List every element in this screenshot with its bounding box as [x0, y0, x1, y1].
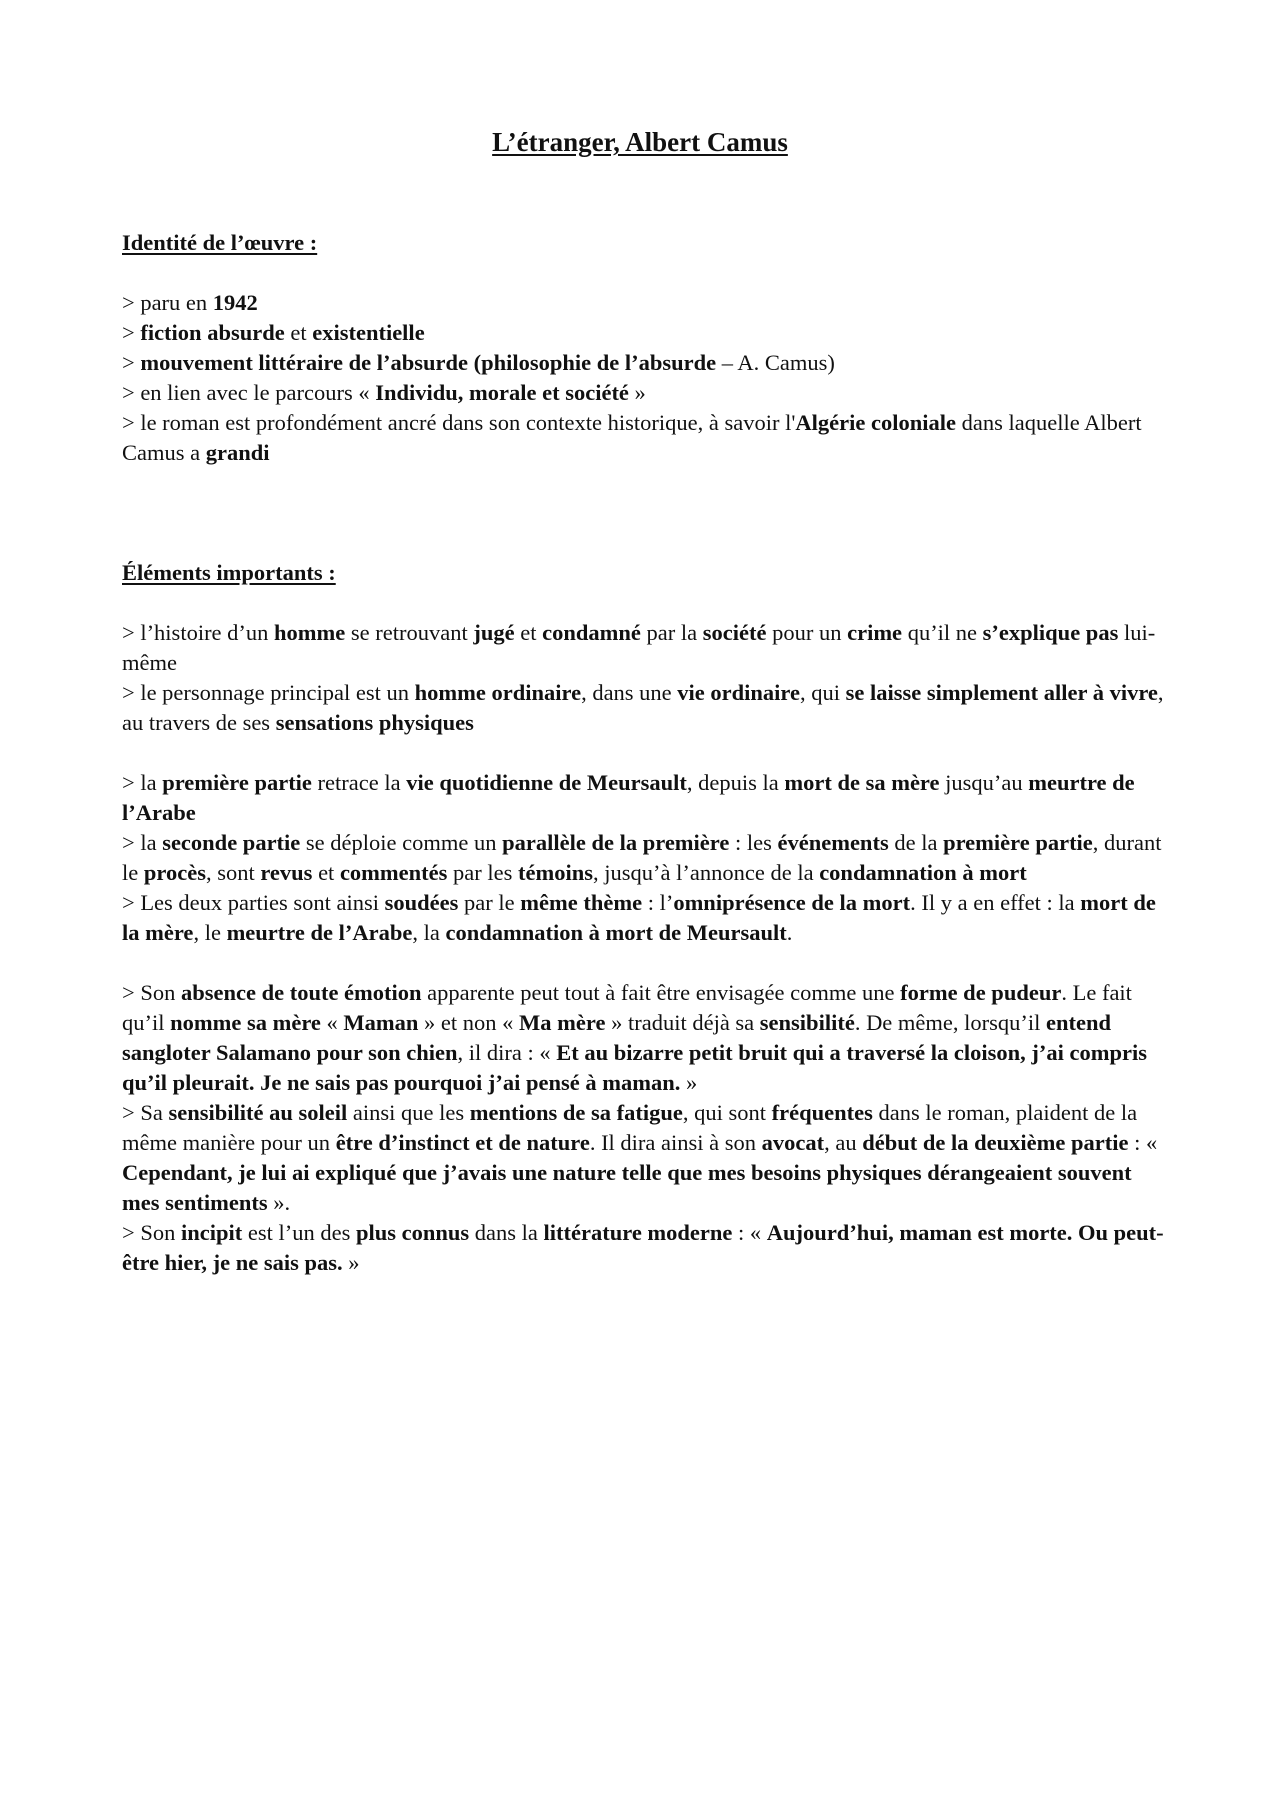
text-run: et	[514, 620, 543, 645]
text-run: . De même, lorsqu’il	[854, 1010, 1047, 1035]
bold-text: fréquentes	[771, 1100, 873, 1125]
text-run: , sont	[205, 860, 261, 885]
list-item	[122, 978, 1174, 1098]
text-run: > l’histoire d’un	[122, 620, 275, 645]
bold-text: Et au bizarre petit bruit qui a traversé la cloison, j’ai compris qu’il pleurait. Je ne sais pas pourquoi j’ai pensé à maman.	[122, 1040, 1147, 1095]
bold-text: incipit	[180, 1220, 243, 1245]
text-run: . Le fait qu’il	[122, 980, 1132, 1035]
bold-text: sensibilité	[759, 1010, 855, 1035]
bold-text: meurtre de l’Arabe	[122, 770, 1135, 825]
list-item	[122, 408, 1174, 468]
list-item	[122, 618, 1174, 678]
bold-text: avocat	[761, 1130, 825, 1155]
text-run: se retrouvant	[345, 620, 474, 645]
bold-text: commentés	[339, 860, 448, 885]
text-run: par la	[640, 620, 703, 645]
text-run: > la	[122, 830, 163, 855]
paragraph-group	[122, 978, 1174, 1278]
text-run: , qui	[800, 680, 846, 705]
bold-text: mentions de sa fatigue	[469, 1100, 683, 1125]
text-run: , depuis la	[686, 770, 785, 795]
text-run: »	[628, 380, 646, 405]
text-run: : l’	[642, 890, 674, 915]
spacer	[122, 258, 1174, 288]
bold-text: Individu, morale et société	[375, 380, 629, 405]
text-run: , la	[412, 920, 446, 945]
spacer	[122, 738, 1174, 768]
text-run: dans le roman, plaident de la même manière pour un	[122, 1100, 1138, 1155]
text-run: par les	[447, 860, 519, 885]
bold-text: parallèle de la première	[502, 830, 730, 855]
text-run: > Son	[122, 1220, 181, 1245]
text-run: lui-même	[122, 620, 1156, 675]
bold-text: mort de la mère	[122, 890, 1156, 945]
text-run: ainsi que les	[347, 1100, 470, 1125]
list-item	[122, 828, 1174, 888]
text-run: se déploie comme un	[300, 830, 503, 855]
paragraph-group	[122, 768, 1174, 948]
bold-text: être d’instinct et de nature	[335, 1130, 590, 1155]
text-run: >	[122, 350, 141, 375]
bold-text: début de la deuxième partie	[862, 1130, 1129, 1155]
text-run: > le personnage principal est un	[122, 680, 415, 705]
bold-text: grandi	[205, 440, 270, 465]
text-run: .	[786, 920, 793, 945]
text-run: – A. Camus)	[716, 350, 835, 375]
bold-text: condamné	[542, 620, 641, 645]
bold-text: condamnation à mort de Meursault	[445, 920, 787, 945]
text-run: , le	[193, 920, 227, 945]
text-run: , dans une	[581, 680, 678, 705]
bold-text: littérature moderne	[543, 1220, 733, 1245]
spacer	[122, 528, 1174, 558]
document-body	[122, 228, 1174, 1278]
text-run: par le	[458, 890, 521, 915]
text-run: »	[680, 1070, 698, 1095]
bold-text: forme de pudeur	[900, 980, 1062, 1005]
list-item	[122, 318, 1174, 348]
text-run: > Sa	[122, 1100, 169, 1125]
text-run: apparente peut tout à fait être envisagée comme une	[421, 980, 901, 1005]
text-run: retrace la	[311, 770, 407, 795]
text-run: qu’il ne	[902, 620, 983, 645]
bold-text: seconde partie	[162, 830, 301, 855]
text-run: > Son	[122, 980, 181, 1005]
spacer	[122, 588, 1174, 618]
list-item	[122, 888, 1174, 948]
text-run: > la	[122, 770, 163, 795]
bold-text: se laisse simplement aller à vivre	[845, 680, 1158, 705]
bold-text: 1942	[212, 290, 258, 315]
identity-list	[122, 288, 1174, 468]
spacer	[122, 468, 1174, 528]
text-run: ».	[267, 1190, 291, 1215]
text-run: > le roman est profondément ancré dans son contexte historique, à savoir l'	[122, 410, 796, 435]
text-run: dans laquelle Albert Camus a	[122, 410, 1142, 465]
bold-text: sensations physiques	[275, 710, 474, 735]
bold-text: témoins	[518, 860, 594, 885]
bold-text: fiction absurde	[140, 320, 285, 345]
bold-text: entend sangloter Salamano pour son chien	[122, 1010, 1112, 1065]
text-run: : les	[729, 830, 778, 855]
text-run: est l’un des	[242, 1220, 356, 1245]
text-run: » et non «	[418, 1010, 520, 1035]
text-run: > paru en	[122, 290, 213, 315]
bold-text: première partie	[943, 830, 1093, 855]
text-run: : «	[732, 1220, 767, 1245]
text-run: . Il y a en effet : la	[910, 890, 1081, 915]
text-run: »	[342, 1250, 360, 1275]
bold-text: condamnation à mort	[819, 860, 1027, 885]
list-item	[122, 288, 1174, 318]
important-elements-list	[122, 618, 1174, 1278]
text-run: pour un	[766, 620, 848, 645]
text-run: et	[284, 320, 313, 345]
bold-text: première partie	[162, 770, 312, 795]
text-run: , qui sont	[682, 1100, 772, 1125]
text-run: jusqu’au	[939, 770, 1029, 795]
bold-text: Maman	[343, 1010, 419, 1035]
list-item	[122, 1098, 1174, 1218]
bold-text: existentielle	[312, 320, 425, 345]
list-item	[122, 678, 1174, 738]
bold-text: homme	[274, 620, 346, 645]
bold-text: mouvement littéraire de l’absurde	[140, 350, 468, 375]
list-item	[122, 768, 1174, 828]
bold-text: meurtre de l’Arabe	[226, 920, 413, 945]
bold-text: même thème	[520, 890, 643, 915]
bold-text: plus connus	[355, 1220, 470, 1245]
spacer	[122, 948, 1174, 978]
section-heading-important-elements: Éléments importants :	[122, 560, 336, 585]
list-item	[122, 348, 1174, 378]
text-run: > en lien avec le parcours «	[122, 380, 376, 405]
bold-text: (philosophie de l’absurde	[473, 350, 717, 375]
text-run: > Les deux parties sont ainsi	[122, 890, 385, 915]
text-run: >	[122, 320, 141, 345]
bold-text: procès	[143, 860, 206, 885]
document-title: L’étranger, Albert Camus	[492, 127, 788, 157]
bold-text: Aujourd’hui, maman est morte. Ou peut-être hier, je ne sais pas.	[122, 1220, 1164, 1275]
text-run: de la	[888, 830, 944, 855]
text-run: , durant le	[122, 830, 1162, 885]
bold-text: revus	[260, 860, 313, 885]
list-item	[122, 1218, 1174, 1278]
section-heading-identity: Identité de l’œuvre :	[122, 230, 318, 255]
text-run: , jusqu’à l’annonce de la	[593, 860, 820, 885]
text-run: » traduit déjà sa	[605, 1010, 760, 1035]
text-run: et	[312, 860, 340, 885]
text-run: , au travers de ses	[122, 680, 1164, 735]
text-run: «	[320, 1010, 344, 1035]
bold-text: s’explique pas	[982, 620, 1119, 645]
bold-text: mort de sa mère	[784, 770, 940, 795]
bold-text: Cependant, je lui ai expliqué que j’avais une nature telle que mes besoins physiques dérangeaient souvent mes sentiments	[122, 1160, 1132, 1215]
bold-text: omniprésence de la mort	[673, 890, 911, 915]
text-run: , il dira : «	[457, 1040, 557, 1065]
bold-text: soudées	[384, 890, 459, 915]
bold-text: Algérie coloniale	[795, 410, 956, 435]
text-run: . Il dira ainsi à son	[589, 1130, 762, 1155]
bold-text: nomme sa mère	[170, 1010, 321, 1035]
bold-text: vie ordinaire	[677, 680, 800, 705]
bold-text: jugé	[473, 620, 515, 645]
list-item	[122, 378, 1174, 408]
text-run: , au	[824, 1130, 863, 1155]
text-run: dans la	[469, 1220, 544, 1245]
bold-text: Ma mère	[519, 1010, 606, 1035]
bold-text: homme ordinaire	[414, 680, 582, 705]
text-run: : «	[1128, 1130, 1158, 1155]
bold-text: événements	[777, 830, 889, 855]
bold-text: société	[702, 620, 767, 645]
bold-text: crime	[847, 620, 903, 645]
paragraph-group	[122, 618, 1174, 738]
bold-text: absence de toute émotion	[180, 980, 422, 1005]
bold-text: sensibilité au soleil	[168, 1100, 348, 1125]
bold-text: vie quotidienne de Meursault	[406, 770, 687, 795]
